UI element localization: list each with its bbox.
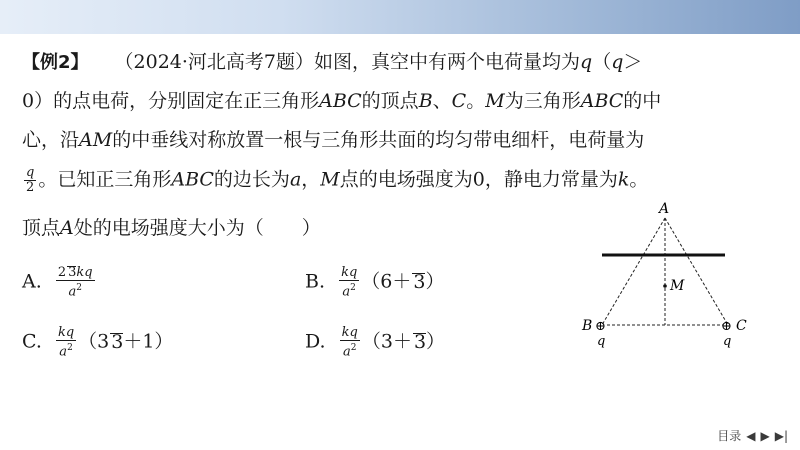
charge-fraction: $\frac{q}{2}$ — [26, 165, 35, 195]
question-line-5: 顶点A处的电场强度大小为（ ） — [22, 217, 321, 239]
label-c: C — [736, 318, 747, 334]
label-a: A — [659, 201, 670, 217]
label-b: B — [582, 318, 593, 334]
toc-link[interactable]: 目录 — [717, 429, 742, 443]
last-icon[interactable]: ▶| — [774, 428, 788, 443]
question-source: （2024·河北高考7题） — [114, 51, 315, 73]
side-ac — [665, 218, 728, 325]
option-c[interactable]: C. $\frac{kq}{a^2}$ （3 3＋1） — [22, 325, 174, 360]
question-line-2: 0）的点电荷，分别固定在正三角形ABC的顶点B、C。M为三角形ABC的中 — [22, 90, 662, 112]
slide-navigation — [717, 427, 788, 444]
option-b[interactable]: B. $\frac{kq}{a^2}$ （6＋ 3） — [305, 265, 445, 300]
label-m: M — [670, 278, 685, 294]
charge-c-symbol: ⊕ — [721, 319, 732, 334]
prev-icon[interactable]: ◀ — [746, 428, 756, 443]
option-d[interactable]: D. $\frac{kq}{a^2}$ （3＋ 3） — [305, 325, 446, 360]
triangle-figure — [575, 200, 775, 350]
example-label: 【例2】 — [22, 52, 89, 73]
charge-b-label: q — [597, 334, 606, 349]
question-line-1: 【例2】 （2024·河北高考7题）如图，真空中有两个电荷量均为q（q＞ — [22, 51, 643, 73]
question-line-4: $\frac{q}{2}$ 。已知正三角形ABC的边长为a，M点的电场强度为0，静电力常量为k。 — [26, 165, 649, 195]
next-icon[interactable]: ▶ — [760, 428, 770, 443]
charge-c-label: q — [723, 334, 732, 349]
side-ab — [602, 218, 665, 325]
charge-b-symbol: ⊕ — [595, 319, 606, 334]
center-point-m — [663, 284, 667, 288]
header-bar — [0, 0, 800, 34]
question-line-3: 心，沿AM的中垂线对称放置一根与三角形共面的均匀带电细杆，电荷量为 — [22, 129, 645, 151]
option-a[interactable]: A. $\frac{2 3kq}{a^2}$ — [22, 265, 93, 300]
